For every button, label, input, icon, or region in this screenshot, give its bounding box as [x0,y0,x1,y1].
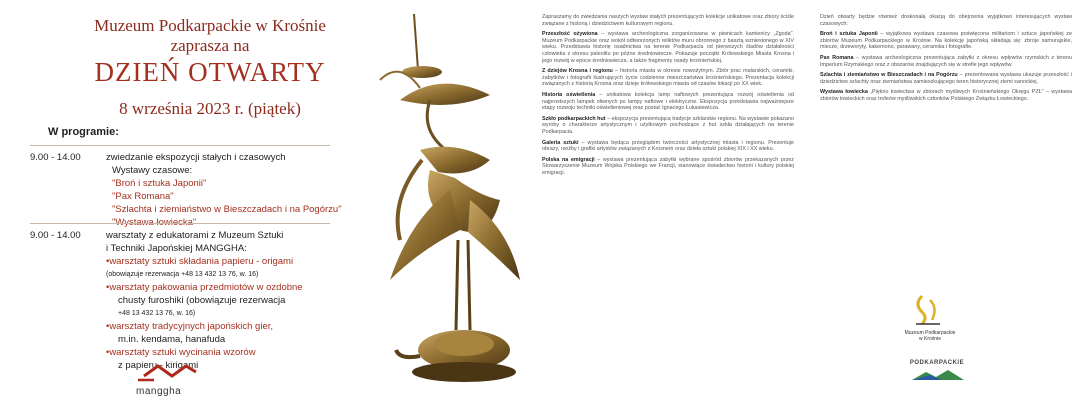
program-line: "Szlachta i ziemiaństwo w Bieszczadach i na Pogórzu" [112,204,342,215]
temporary-exhibitions-column [808,0,1080,416]
program-line: "Broń i sztuka Japonii" [112,178,207,189]
exhibition-title: Broń i sztuka Japonii [820,31,878,38]
exhibition-title: Szlachta i ziemiaństwo w Bieszczadach i na Pogórzu [820,72,958,79]
exhibition-paragraph [820,55,1072,68]
exhibition-paragraph [542,68,794,88]
region-logo-text: PODKARPACKIE [909,360,965,366]
program-line: z papieru - kirigami [118,360,199,371]
program-line: •warsztaty tradycyjnych japońskich gier, [106,321,274,332]
intro-paragraph: Dzień otwarty będzie również doskonałą okazją do obejrzenia wyjątkowo interesujących wystaw czasowych: [820,14,1072,27]
exhibition-paragraph [542,116,794,136]
exhibition-paragraph [820,31,1072,51]
program-line: zwiedzanie ekspozycji stałych i czasowych [106,152,286,163]
program-time: 9.00 - 14.00 [30,152,81,163]
event-title: DZIEŃ OTWARTY [94,57,326,87]
permanent-exhibitions-column [536,0,800,416]
exhibition-text: „Piękno łowiectwa w zbiorach myśliwych Krośnieńskiego Okręgu PZŁ" – wystawa zbiorów łowieckich oraz trofeów myśliwskich członków Polskiego Związku Łowieckiego. [820,89,1072,102]
invitation-panel [0,0,380,416]
exhibition-paragraph [820,72,1072,85]
program-heading: W programie: [48,126,119,138]
exhibition-title: Wystawa łowiecka [820,89,868,96]
divider [30,145,330,146]
exhibition-text: – prezentowana wystawa ukazuje przeszłość i dziedzictwo szlachty oraz ziemiaństwa zamieszkującego teren historycznej ziemi sanockiej. [820,72,1073,85]
invite-subtitle: zaprasza na [170,36,250,55]
program-line: +48 13 432 13 76, w. 16) [118,310,196,317]
program-line: "Pax Romana" [112,191,174,202]
museum-logo-line: w Krośnie [919,336,941,342]
event-date: 8 września 2023 r. (piątek) [119,99,301,118]
exhibition-title: Przeszłość ożywiona [542,31,598,38]
exhibition-text: – wystawa będąca przeglądem twórczości artystycznej miasta i regionu. Prezentuje obrazy, rzeźby i grafiki artystów związanych z Krosnem oraz dzieła sztuki polskiej XIX i XX wieku. [542,139,794,153]
program-line: chusty furoshiki (obowiązuje rezerwacja [118,295,286,306]
intro-paragraph: Zapraszamy do zwiedzania naszych wystaw stałych prezentujących kolekcje unikatowe oraz zbiory ściśle związane z historią i dziedzictwem kulturowym regionu. [542,14,794,27]
program-line: i Techniki Japońskiej MANGGHA: [106,243,247,254]
exhibition-text: – wystawa archeologiczna prezentująca zabytki z okresu wpływów rzymskich z terenu Imperium Rzymskiego oraz z obszarów znajdujących się w strefie jego wpływów. [820,54,1073,68]
program-line: warsztaty z edukatorami z Muzeum Sztuki [106,230,284,241]
exhibition-title: Pax Romana [820,54,854,61]
region-logo-icon [912,368,964,380]
museum-logo-line: Muzeum Podkarpackie [904,330,956,336]
program-line: Wystawy czasowe: [112,165,193,176]
exhibition-paragraph [542,92,794,112]
museum-logo-text [890,330,970,342]
exhibition-title: Szkło podkarpackich hut [542,115,606,122]
program-line: "Wystawa łowiecka" [112,217,197,228]
crane-statue-image [360,0,535,416]
museum-name: Muzeum Podkarpackie w Krośnie [94,16,326,35]
exhibition-paragraph [542,31,794,64]
exhibition-paragraph [542,140,794,153]
museum-logo-icon [892,290,966,330]
program-line: •warsztaty sztuki składania papieru - origami [106,256,294,267]
exhibition-title: Z dziejów Krosna i regionu [542,68,613,75]
exhibition-paragraph [820,89,1072,102]
exhibition-text: – wystawa archeologiczna zorganizowana w piwnicach kamienicy „Zgoda". Muzeum Podkarpackie oraz wokół odtworzonych reliktów muru obronnego z basztą wzniesionego w XIV wieku. Przedstawia historię osadnictwa na terenie Podkarpacia od pierwszych śladów działalności człowieka z okresu paleolitu po późne średniowiecze. Pokazuje początki Królewskiego Miasta Krosna i jego rozwój w epoce średniowiecza, a także fragmenty osady krośnieńskiej. [542,31,795,64]
program-line: •warsztaty pakowania przedmiotów w ozdobne [106,282,303,293]
exhibition-text: – wystawa prezentująca zabytki wybrane spośród zbiorów przekazanych przez Stowarzyszenie Muzeum Wojska Polskiego we Francji, stanowiące świadectwo historii i kultury polskiej emigracji. [542,156,794,176]
program-line: m.in. kendama, hanafuda [118,334,226,345]
divider [30,223,330,224]
exhibition-text: – unikatowa kolekcja lamp naftowych prezentująca rozwój oświetlenia od najprostszych lampek oliwnych po lampy naftowe i elektryczne. Ekspozycja przedstawia najważniejsze etapy rozwoju techniki oświetleniowej oraz postać Ignacego Łukasiewicza. [542,91,794,112]
exhibition-text: – wyjątkowa wystawa czasowa poświęcona militariom i sztuce japońskiej ze zbiorów Muzeum Podkarpackiego w Krośnie. Na kolekcję japońską składają się: zbroje samurajskie, miecze, drzeworyty, kakemono, parawany, ceramika i fotografie. [820,31,1072,51]
program-time: 9.00 - 14.00 [30,230,81,241]
exhibition-title: Historia oświetlenia [542,91,596,98]
exhibition-title: Galeria sztuki [542,139,579,146]
program-line: •warsztaty sztuki wycinania wzorów [106,347,256,358]
exhibition-text: – ekspozycja prezentująca tradycje szklarskie regionu. Na wystawie pokazano wyroby o charakterze artystycznym i użytkowym pochodzące z hut szkła działających na terenie Podkarpacia. [542,115,794,135]
exhibition-paragraph [542,157,794,177]
partner-name: manggha [136,386,182,397]
exhibition-title: Polska na emigracji [542,156,595,163]
program-line: (obowiązuje rezerwacja +48 13 432 13 76, w. 16) [106,271,259,278]
exhibition-text: – historia miasta w okresie nowożytnym. Zbiór prac malarskich, ceramiki, zabytków i fotografii ilustrujących życie codzienne mieszczaństwa krośnieńskiego. Prezentacja kolekcji związanych z historią Krosna oraz dzieje królewskiego miasta od czasów lokacji po XX wiek. [542,68,794,88]
